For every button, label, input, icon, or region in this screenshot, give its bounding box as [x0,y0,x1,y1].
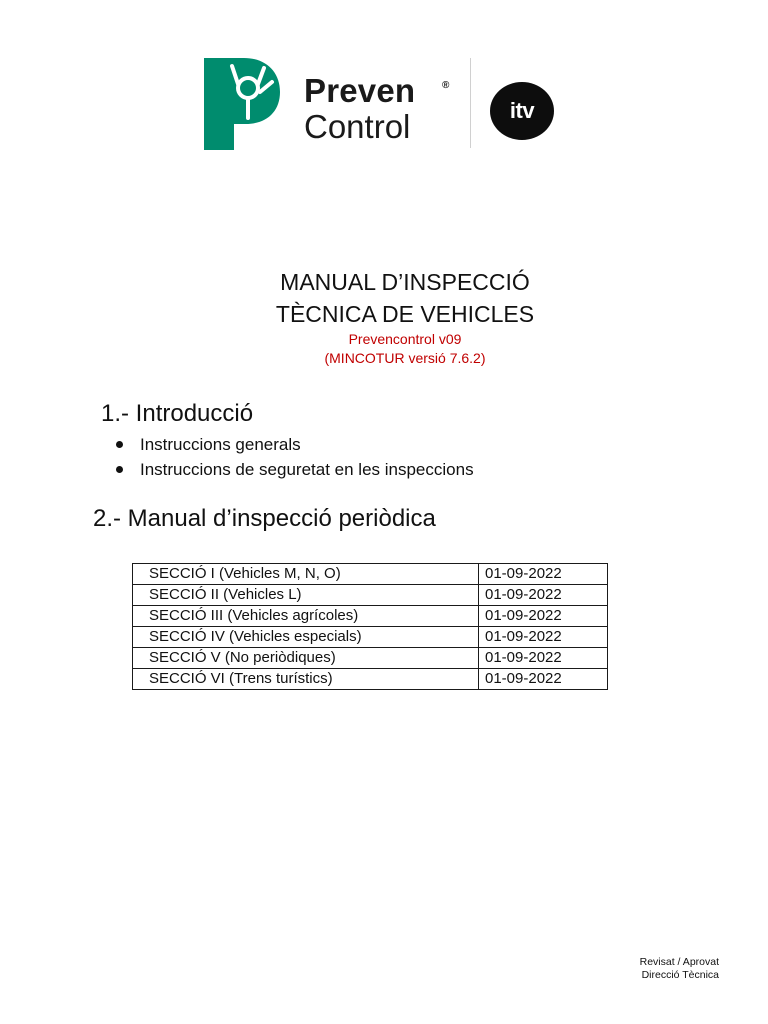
itv-badge: itv [490,82,554,140]
brand-name-line1: Preven [304,72,416,109]
ministry-version-label: (MINCOTUR versió 7.6.2) [324,350,486,366]
table-row [133,564,608,585]
title-line-2: TÈCNICA DE VEHICLES [275,301,535,327]
table-row [133,627,608,648]
table-row [133,648,608,669]
table-row [133,585,608,606]
list-item [116,457,474,482]
prevencontrol-logo [204,56,564,152]
section-2-heading: 2.- Manual d’inspecció periòdica [93,505,436,532]
section-name-cell: SECCIÓ III (Vehicles agrícoles) [133,606,479,627]
bullet-icon [116,441,123,448]
ok-hand-p-icon [204,58,280,150]
list-item-text: Instruccions de seguretat en les inspeccions [140,460,474,479]
logo-divider [470,58,471,148]
approval-line-1: Revisat / Aprovat [639,956,719,968]
list-item-text: Instruccions generals [140,435,301,454]
brand-name-line2: Control [304,108,411,145]
section-date-cell: 01-09-2022 [479,648,608,669]
title-line-1: MANUAL D’INSPECCIÓ [280,269,530,295]
section-date-cell: 01-09-2022 [479,564,608,585]
approval-note [640,956,719,982]
approval-line-2: Direcció Tècnica [641,969,719,981]
list-item [116,432,474,457]
section-1-heading: 1.- Introducció [101,400,254,427]
section-name-cell: SECCIÓ I (Vehicles M, N, O) [133,564,479,585]
section-name-cell: SECCIÓ IV (Vehicles especials) [133,627,479,648]
document-title [0,266,768,368]
section-name-cell: SECCIÓ VI (Trens turístics) [133,669,479,690]
section-date-cell: 01-09-2022 [479,669,608,690]
section-date-cell: 01-09-2022 [479,585,608,606]
section-date-cell: 01-09-2022 [479,606,608,627]
section-1-list [116,432,474,482]
table-row [133,669,608,690]
sections-table [132,563,608,690]
table-row [133,606,608,627]
section-date-cell: 01-09-2022 [479,627,608,648]
section-name-cell: SECCIÓ V (No periòdiques) [133,648,479,669]
bullet-icon [116,466,123,473]
section-name-cell: SECCIÓ II (Vehicles L) [133,585,479,606]
version-label: Prevencontrol v09 [348,331,462,347]
registered-mark: ® [442,80,450,91]
